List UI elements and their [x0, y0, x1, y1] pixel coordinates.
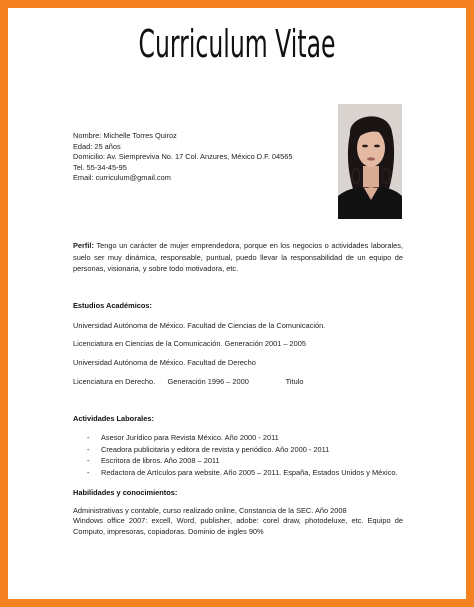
studies-item: Licenciatura en Ciencias de la Comunicación. Generación 2001 – 2005: [73, 339, 306, 348]
contact-phone: Tel. 55-34-45-95: [73, 162, 127, 172]
profile-text: Tengo un carácter de mujer emprendedora, porque en los negocios o actividades laborales, suelo ser muy dinámica, responsable, puntual, puedo llevar la responsabilidad de un equipo de personas, visionaria, y sobre todo motivadora, etc.: [73, 241, 404, 274]
skills-line: Windows office 2007: excell, Word, publisher, adobe: corel draw, photodeluxe, etc. Equipo de Computo, impresoras, copiadoras. Dominio de ingles 90%: [73, 516, 403, 536]
page-title: Curriculum Vitae: [138, 22, 336, 66]
studies-item: Universidad Autónoma de México. Facultad de Ciencias de la Comunicación.: [73, 321, 326, 330]
studies-item: Licenciatura en Derecho. Generación 1996 – 2000 Titulo: [73, 377, 304, 386]
skills-heading: Habilidades y conocimientos:: [73, 488, 178, 497]
work-item-text: Asesor Jurídico para Revista México. Año 2000 - 2011: [101, 433, 279, 442]
profile-section: [73, 240, 403, 275]
profile-photo: [338, 104, 402, 219]
work-item: [87, 433, 279, 442]
work-item: [87, 468, 398, 477]
bullet-dash: -: [87, 456, 90, 465]
contact-age: Edad: 25 años: [73, 141, 121, 151]
bullet-dash: -: [87, 468, 90, 477]
work-heading: Actividades Laborales:: [73, 414, 154, 423]
contact-info: [73, 131, 292, 184]
studies-heading: Estudios Académicos:: [73, 301, 152, 310]
bullet-dash: -: [87, 445, 90, 454]
work-item-text: Creadora publicitaria y editora de revista y periódico. Año 2000 - 2011: [101, 445, 330, 454]
contact-email: Email: curriculum@gmail.com: [73, 173, 171, 183]
work-item: [87, 456, 220, 465]
bullet-dash: -: [87, 433, 90, 442]
portrait-image: [338, 104, 402, 219]
contact-name: Nombre: Michelle Torres Quiroz: [73, 131, 177, 140]
profile-label: Perfil:: [73, 241, 94, 250]
studies-item: Universidad Autónoma de México. Facultad de Derecho: [73, 358, 256, 367]
work-item-text: Redactora de Artículos para website. Año 2005 – 2011. España, Estados Unidos y México.: [101, 468, 398, 477]
skills-line: Administrativas y contable, curso realizado online, Constancia de la SEC. Año 2008: [73, 506, 347, 515]
work-item: [87, 445, 329, 454]
contact-address: Domicilio: Av. Siempreviva No. 17 Col. Anzures, México D.F. 04565: [73, 152, 293, 162]
work-item-text: Escritora de libros. Año 2008 – 2011: [101, 456, 220, 465]
